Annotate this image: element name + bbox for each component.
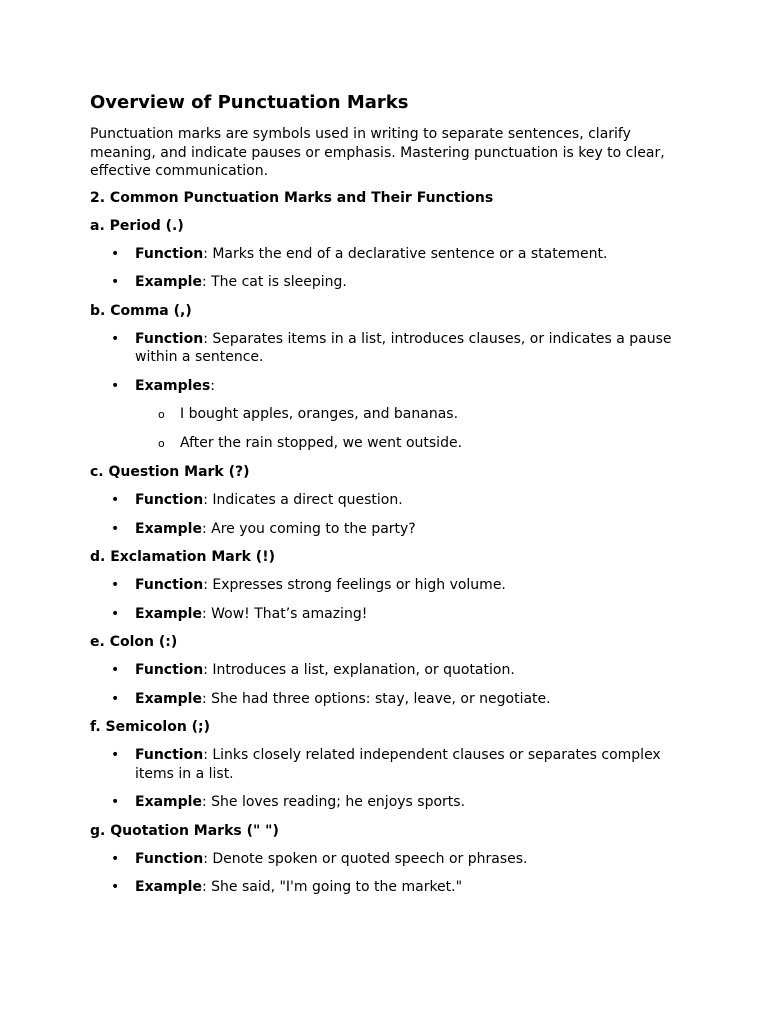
function-label: Function — [135, 245, 204, 262]
mark-heading-period: a. Period (.) — [90, 217, 184, 234]
example-label: Examples — [135, 377, 211, 394]
list-item — [90, 661, 680, 680]
list-item — [90, 377, 680, 396]
circle-bullet-icon: o — [158, 408, 165, 421]
function-text: : Denote spoken or quoted speech or phrases. — [203, 850, 528, 867]
mark-heading-comma: b. Comma (,) — [90, 302, 192, 319]
bullet-icon: • — [111, 662, 120, 678]
list-item — [90, 690, 680, 709]
function-label: Function — [135, 492, 204, 508]
mark-heading-exclamation-mark: d. Exclamation Mark (!) — [90, 549, 275, 565]
list-item — [90, 576, 680, 595]
example-label: Example — [135, 605, 202, 622]
function-text: : Links closely related independent clauses or separates complex items in a list. — [135, 747, 661, 782]
bullet-icon: • — [111, 747, 120, 763]
example-text: : — [210, 377, 215, 394]
example-text: : She had three options: stay, leave, or negotiate. — [201, 690, 551, 707]
function-label: Function — [135, 662, 204, 678]
bullet-icon: • — [111, 850, 120, 867]
example-label: Example — [135, 274, 202, 290]
function-label: Function — [135, 577, 204, 593]
bullet-icon: • — [111, 274, 120, 290]
example-text: : She said, "I'm going to the market." — [201, 879, 463, 895]
list-item — [90, 245, 680, 264]
bullet-icon: • — [111, 520, 120, 537]
list-item — [90, 793, 680, 812]
sub-list-item — [90, 434, 680, 452]
list-item — [90, 605, 680, 624]
mark-heading-semicolon: f. Semicolon (;) — [90, 719, 211, 735]
example-text: : Are you coming to the party? — [201, 520, 416, 537]
bullet-icon: • — [111, 577, 120, 593]
list-item — [90, 850, 680, 869]
list-item — [90, 491, 680, 510]
function-text: : Expresses strong feelings or high volume. — [203, 577, 506, 593]
function-label: Function — [135, 330, 204, 347]
list-item — [90, 273, 680, 292]
mark-heading-colon: e. Colon (:) — [90, 634, 178, 650]
intro-paragraph: Punctuation marks are symbols used in writing to separate sentences, clarify meaning, and indicate pauses or emphasis. Mastering punctuation is key to clear, effective communication. — [90, 126, 665, 179]
mark-heading-quotation-marks: g. Quotation Marks (" ") — [90, 822, 279, 839]
bullet-icon: • — [111, 879, 120, 895]
example-text: : Wow! That’s amazing! — [201, 605, 368, 622]
function-label: Function — [135, 850, 204, 867]
document-title: Overview of Punctuation Marks — [90, 92, 409, 113]
mark-heading-question-mark: c. Question Mark (?) — [90, 464, 250, 480]
function-label: Function — [135, 747, 204, 763]
bullet-icon: • — [111, 330, 120, 347]
list-item — [90, 330, 680, 367]
circle-bullet-icon: o — [158, 437, 165, 450]
list-item — [90, 746, 680, 783]
bullet-icon: • — [111, 377, 120, 394]
example-label: Example — [135, 879, 202, 895]
bullet-icon: • — [111, 245, 120, 262]
example-label: Example — [135, 520, 202, 537]
sub-example-text: After the rain stopped, we went outside. — [180, 435, 463, 451]
function-text: : Separates items in a list, introduces clauses, or indicates a pause within a sentence. — [135, 330, 672, 365]
function-text: : Marks the end of a declarative sentence or a statement. — [203, 245, 608, 262]
list-item — [90, 520, 680, 539]
example-text: : She loves reading; he enjoys sports. — [201, 794, 466, 810]
list-item — [90, 878, 680, 897]
section-heading: 2. Common Punctuation Marks and Their Functions — [90, 189, 494, 206]
bullet-icon: • — [111, 690, 120, 707]
bullet-icon: • — [111, 492, 120, 508]
example-label: Example — [135, 794, 202, 810]
sub-example-text: I bought apples, oranges, and bananas. — [180, 406, 459, 422]
example-text: : The cat is sleeping. — [201, 274, 347, 290]
example-label: Example — [135, 690, 202, 707]
function-text: : Indicates a direct question. — [203, 492, 403, 508]
sub-list-item — [90, 405, 680, 423]
bullet-icon: • — [111, 605, 120, 622]
bullet-icon: • — [111, 794, 120, 810]
function-text: : Introduces a list, explanation, or quotation. — [203, 662, 515, 678]
document-page — [90, 92, 680, 907]
